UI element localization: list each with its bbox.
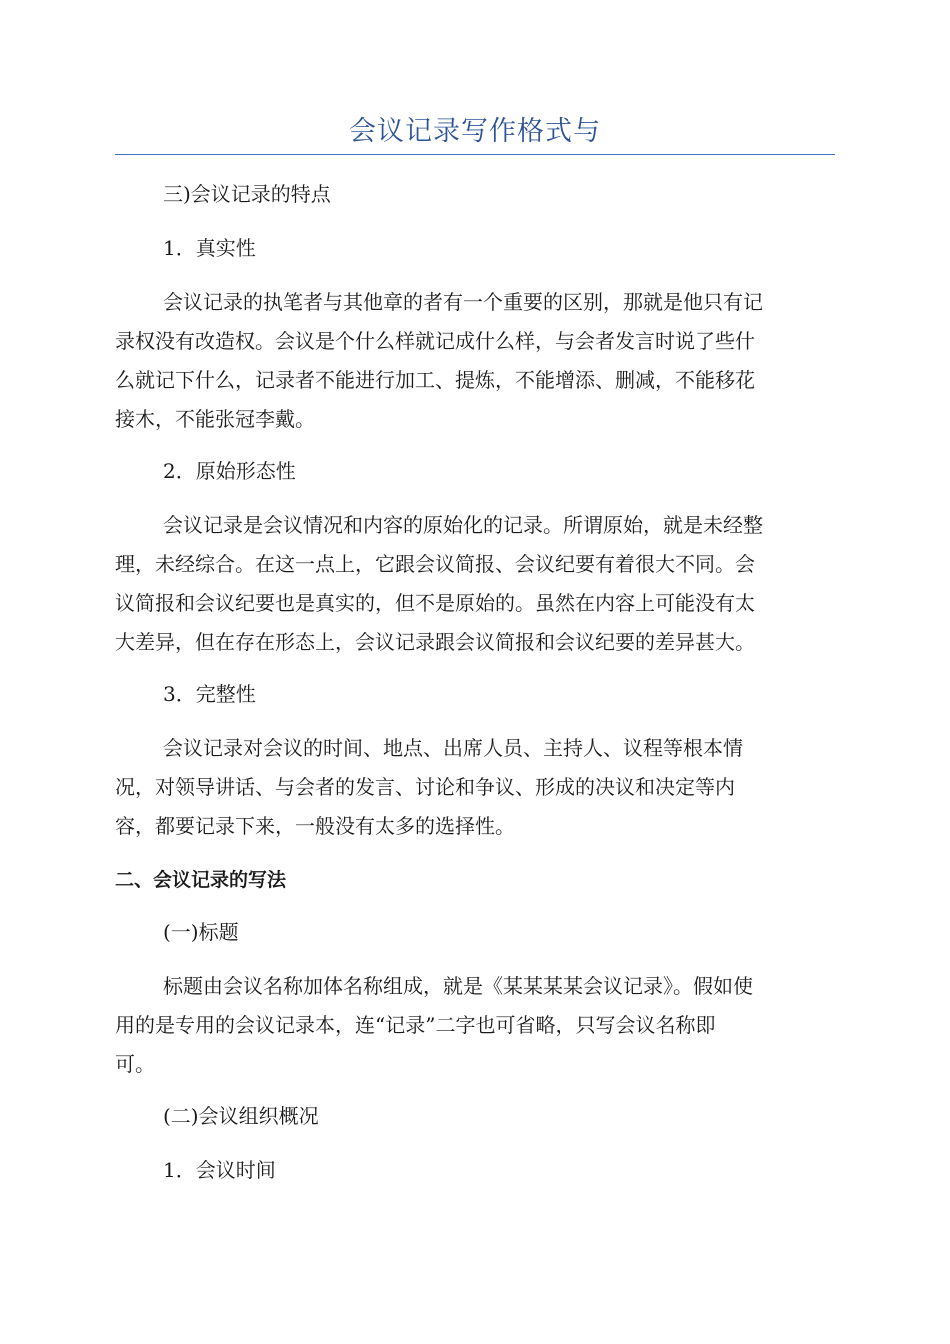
paragraph-line: 况，对领导讲话、与会者的发言、讨论和争议、形成的决议和决定等内 [115, 775, 735, 799]
paragraph-line: 理，未经综合。在这一点上，它跟会议简报、会议纪要有着很大不同。会 [115, 552, 755, 576]
chapter-heading: 二、会议记录的写法 [115, 869, 287, 891]
subheading: 1．真实性 [163, 236, 256, 260]
subheading: (一)标题 [163, 920, 239, 944]
paragraph-line: 录权没有改造权。会议是个什么样就记成什么样，与会者发言时说了些什 [115, 329, 755, 353]
paragraph-line: 可。 [115, 1052, 155, 1076]
paragraph-line: 接木，不能张冠李戴。 [115, 407, 315, 431]
subheading: 3．完整性 [163, 682, 256, 706]
paragraph-line: 用的是专用的会议记录本，连“记录”二字也可省略，只写会议名称即 [115, 1013, 716, 1037]
title-underline [115, 154, 835, 155]
section-heading: 三)会议记录的特点 [163, 182, 331, 206]
document-title: 会议记录写作格式与 [349, 116, 601, 147]
subheading: 1．会议时间 [163, 1158, 276, 1182]
paragraph-line: 会议记录是会议情况和内容的原始化的记录。所谓原始，就是未经整 [163, 513, 763, 537]
paragraph-line: 标题由会议名称加体名称组成，就是《某某某某会议记录》。假如使 [163, 974, 753, 998]
subheading: 2．原始形态性 [163, 459, 296, 483]
paragraph-line: 么就记下什么，记录者不能进行加工、提炼，不能增添、删减，不能移花 [115, 368, 755, 392]
paragraph-line: 会议记录的执笔者与其他章的者有一个重要的区别，那就是他只有记 [163, 290, 763, 314]
paragraph-line: 容，都要记录下来，一般没有太多的选择性。 [115, 814, 515, 838]
paragraph-line: 会议记录对会议的时间、地点、出席人员、主持人、议程等根本情 [163, 736, 743, 760]
paragraph-line: 议简报和会议纪要也是真实的，但不是原始的。虽然在内容上可能没有太 [115, 591, 755, 615]
paragraph-line: 大差异，但在存在形态上，会议记录跟会议简报和会议纪要的差异甚大。 [115, 630, 755, 654]
subheading: (二)会议组织概况 [163, 1104, 319, 1128]
